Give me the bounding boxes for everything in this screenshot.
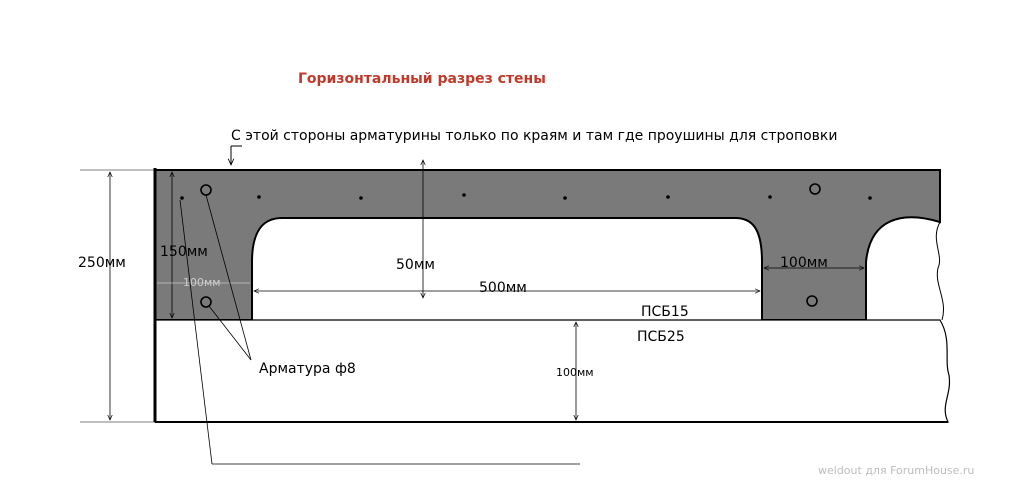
psb15-label: ПСБ15 [641,304,689,320]
rebar-dot [768,195,772,199]
opening-width-label: 500мм [479,280,527,296]
rebar-dot [359,196,363,200]
break-line [936,222,943,320]
rebar-dot [257,195,261,199]
top-slab-label: 50мм [396,257,435,273]
left-rib-label: 100мм [183,276,221,289]
top-side-note: С этой стороны арматурины только по краям и там где проушины для строповки [231,128,838,144]
rebar-dot [180,196,184,200]
right-rib-label: 100мм [780,255,828,271]
height-upper-label: 150мм [160,244,208,260]
rebar-dot [462,193,466,197]
concrete-shell [155,170,940,320]
watermark: weldout для ForumHouse.ru [818,464,975,477]
rebar-dot [563,196,567,200]
height-total-label: 250мм [78,255,126,271]
rebar-dot [666,195,670,199]
rebar-label: Арматура ф8 [259,361,356,377]
rebar-dot [868,196,872,200]
diagram-title: Горизонтальный разрез стены [298,71,546,87]
psb25-label: ПСБ25 [637,329,685,345]
psb25-thickness-label: 100мм [556,366,594,379]
